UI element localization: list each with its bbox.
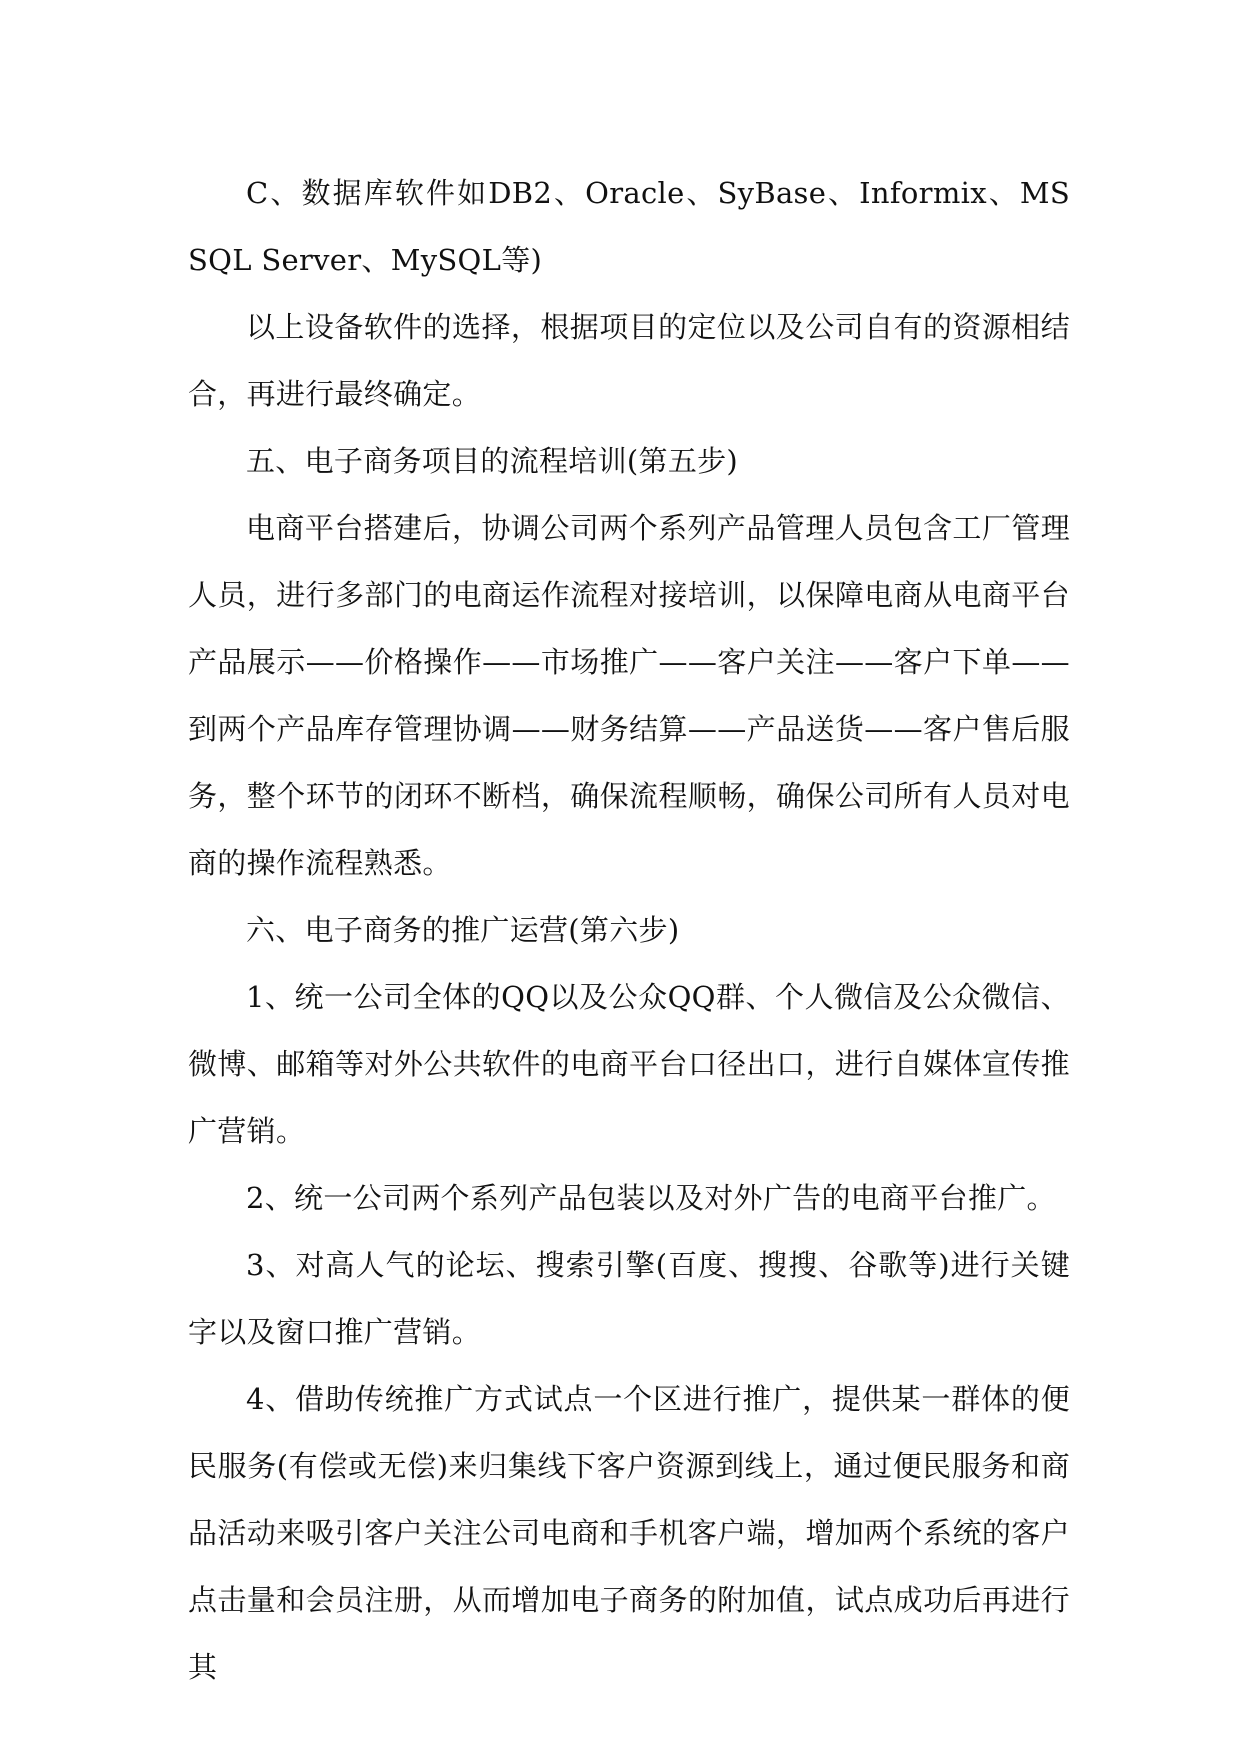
list-item-1: 1、统一公司全体的QQ以及公众QQ群、个人微信及公众微信、微博、邮箱等对外公共软件的电商平台口径出口，进行自媒体宣传推广营销。 [188, 980, 1070, 1148]
list-item-4: 4、借助传统推广方式试点一个区进行推广，提供某一群体的便民服务(有偿或无偿)来归集线下客户资源到线上，通过便民服务和商品活动来吸引客户关注公司电商和手机客户端，增加两个系统的客户点击量和会员注册，从而增加电子商务的附加值，试点成功后再进行其 [188, 1382, 1070, 1684]
paragraph-selection-note: 以上设备软件的选择，根据项目的定位以及公司自有的资源相结合，再进行最终确定。 [188, 310, 1070, 411]
paragraph-process-training: 电商平台搭建后，协调公司两个系列产品管理人员包含工厂管理人员，进行多部门的电商运作流程对接培训，以保障电商从电商平台产品展示——价格操作——市场推广——客户关注——客户下单——到两个产品库存管理协调——财务结算——产品送货——客户售后服务，整个环节的闭环不断档，确保流程顺畅，确保公司所有人员对电商的操作流程熟悉。 [188, 511, 1070, 880]
heading-step-six: 六、电子商务的推广运营(第六步) [246, 913, 680, 947]
heading-step-five: 五、电子商务项目的流程培训(第五步) [246, 444, 739, 478]
list-item-2: 2、统一公司两个系列产品包装以及对外广告的电商平台推广。 [246, 1181, 1056, 1215]
paragraph-database-software: C、数据库软件如DB2、Oracle、SyBase、Informix、MS SQL Server、MySQL等) [188, 176, 1070, 277]
list-item-3: 3、对高人气的论坛、搜索引擎(百度、搜搜、谷歌等)进行关键字以及窗口推广营销。 [188, 1248, 1070, 1349]
document-body [188, 160, 1070, 1701]
